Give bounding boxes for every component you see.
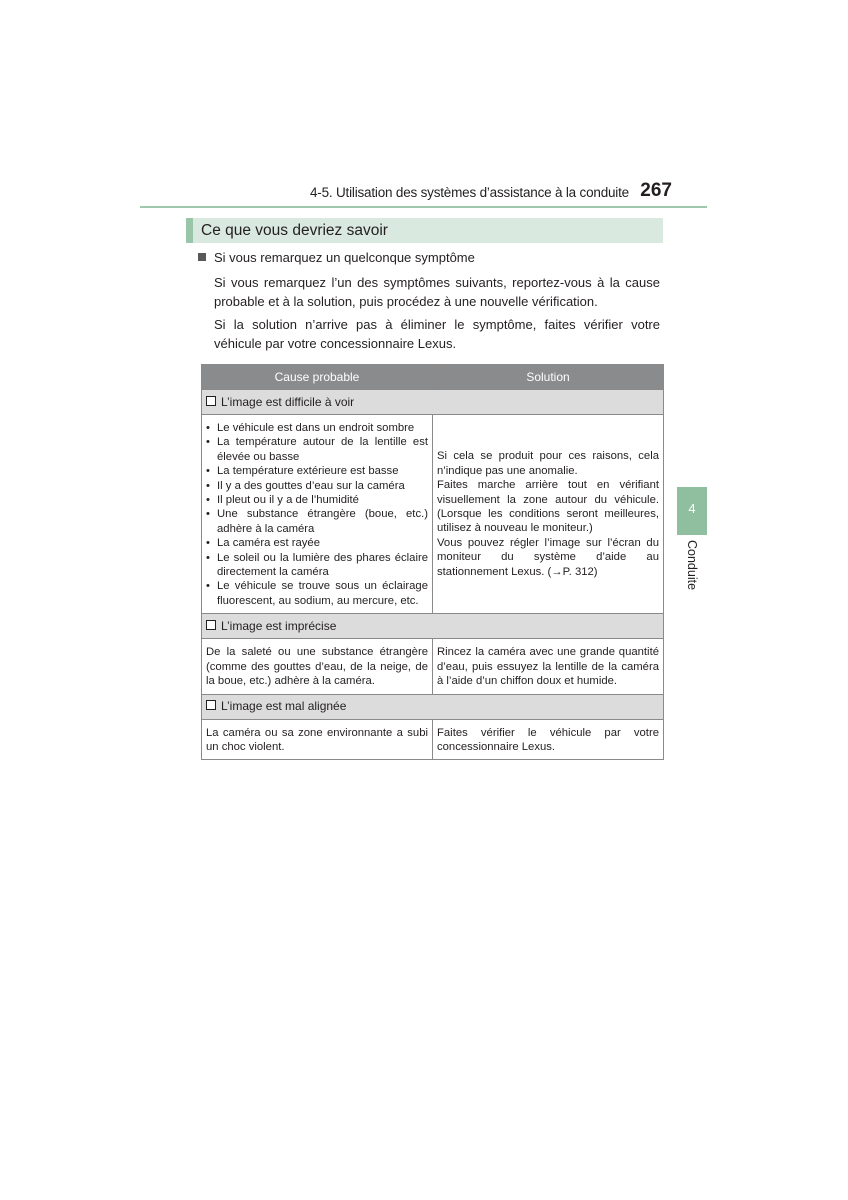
table-category-row <box>202 694 664 719</box>
table-row <box>202 415 664 614</box>
chapter-number: 4 <box>688 501 696 516</box>
column-header-cause: Cause probable <box>202 365 433 390</box>
sub-heading <box>198 250 475 266</box>
table-row <box>202 719 664 760</box>
category-title: L’image est imprécise <box>221 619 337 634</box>
cause-cell <box>202 639 433 694</box>
cause-list <box>206 421 428 608</box>
list-item: • Le véhicule se trouve sous un éclairage fluorescent, au sodium, au mercure, etc. <box>206 579 428 608</box>
category-title: L’image est difficile à voir <box>221 394 355 409</box>
cause-cell <box>202 719 433 760</box>
intro-paragraph: Si vous remarquez l’un des symptômes suivants, reportez-vous à la cause probable et à la solution, puis procédez à une nouvelle vérification. <box>214 275 660 309</box>
solution-text: Si cela se produit pour ces raisons, cela n’indique pas une anomalie. <box>437 450 659 477</box>
square-bullet-icon <box>198 253 206 261</box>
list-item: • Il y a des gouttes d’eau sur la caméra <box>206 479 428 493</box>
column-header-solution: Solution <box>433 365 664 390</box>
list-item: • Le soleil ou la lumière des phares éclaire directement la caméra <box>206 551 428 580</box>
solution-text: Vous pouvez régler l’image sur l’écran du moniteur du système d’aide au stationnement Lexus. (→P. 312) <box>437 536 659 578</box>
chapter-label <box>677 540 707 610</box>
chapter-tab <box>677 487 707 535</box>
table-header-row <box>202 365 664 390</box>
solution-cell <box>433 415 664 614</box>
solution-cell <box>433 719 664 760</box>
advice-paragraph: Si la solution n’arrive pas à éliminer le symptôme, faites vérifier votre véhicule par votre concessionnaire Lexus. <box>214 317 660 351</box>
table-row <box>202 639 664 694</box>
table-category-row <box>202 614 664 639</box>
category-title: L’image est mal alignée <box>221 699 347 714</box>
solution-cell <box>433 639 664 694</box>
checkbox-icon <box>206 620 216 630</box>
table-category-row <box>202 390 664 415</box>
section-heading <box>186 218 663 243</box>
symptom-table <box>201 364 664 760</box>
chapter-label-text: Conduite <box>685 540 699 591</box>
cause-text: La caméra ou sa zone environnante a subi un choc violent. <box>206 726 428 753</box>
sub-heading-text: Si vous remarquez un quelconque symptôme <box>214 250 475 265</box>
list-item: • Une substance étrangère (boue, etc.) adhère à la caméra <box>206 507 428 536</box>
list-item: • La caméra est rayée <box>206 536 428 550</box>
solution-text: Faites vérifier le véhicule par votre concessionnaire Lexus. <box>437 726 659 753</box>
cause-text: De la saleté ou une substance étrangère (comme des gouttes d’eau, de la neige, de la boue, etc.) adhère à la caméra. <box>206 646 428 688</box>
list-item: • Il pleut ou il y a de l’humidité <box>206 493 428 507</box>
list-item: • La température autour de la lentille est élevée ou basse <box>206 435 428 464</box>
section-heading-text: Ce que vous devriez savoir <box>201 222 388 239</box>
solution-text: Faites marche arrière tout en vérifiant visuellement la zone autour du véhicule. (Lorsque les conditions seront meilleures, utilisez à nouveau le moniteur.) <box>437 479 659 535</box>
list-item: • La température extérieure est basse <box>206 464 428 478</box>
header-divider <box>140 206 707 208</box>
list-item: • Le véhicule est dans un endroit sombre <box>206 421 428 435</box>
cause-cell <box>202 415 433 614</box>
solution-text: Rincez la caméra avec une grande quantité d’eau, puis essuyez la lentille de la caméra à l’aide d’un chiffon doux et humide. <box>437 646 659 688</box>
checkbox-icon <box>206 700 216 710</box>
running-header-title: 4-5. Utilisation des systèmes d’assistance à la conduite <box>310 185 629 200</box>
checkbox-icon <box>206 396 216 406</box>
page-number: 267 <box>640 180 672 201</box>
